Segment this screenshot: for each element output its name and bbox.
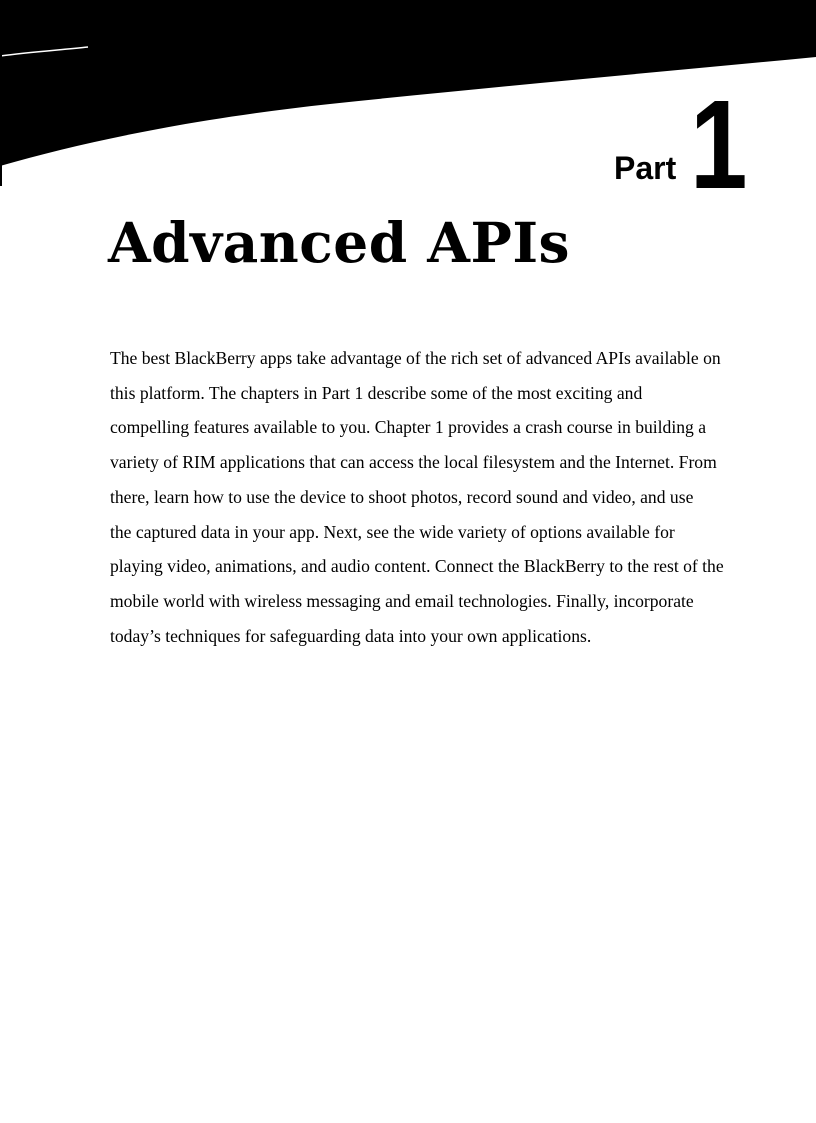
intro-line: mobile world with wireless messaging and email technologies. Finally, incorporate (110, 590, 694, 611)
part-label: Part (614, 150, 677, 186)
part-number: 1 (690, 74, 748, 215)
intro-line: The best BlackBerry apps take advantage of the rich set of advanced APIs available on (110, 348, 721, 368)
intro-line: variety of RIM applications that can access the local filesystem and the Internet. From (110, 452, 717, 473)
part-title: Advanced APIs (108, 210, 571, 275)
intro-line: the captured data in your app. Next, see the wide variety of options available for (110, 521, 675, 542)
intro-line: playing video, animations, and audio content. Connect the BlackBerry to the rest of the (110, 556, 724, 577)
banner-edge (0, 40, 2, 186)
intro-line: today’s techniques for safeguarding data into your own applications. (110, 625, 592, 646)
intro-line: compelling features available to you. Chapter 1 provides a crash course in building a (110, 417, 707, 438)
intro-paragraph (110, 341, 724, 653)
intro-line: this platform. The chapters in Part 1 describe some of the most exciting and (110, 382, 643, 403)
intro-line: there, learn how to use the device to shoot photos, record sound and video, and use (110, 486, 694, 507)
